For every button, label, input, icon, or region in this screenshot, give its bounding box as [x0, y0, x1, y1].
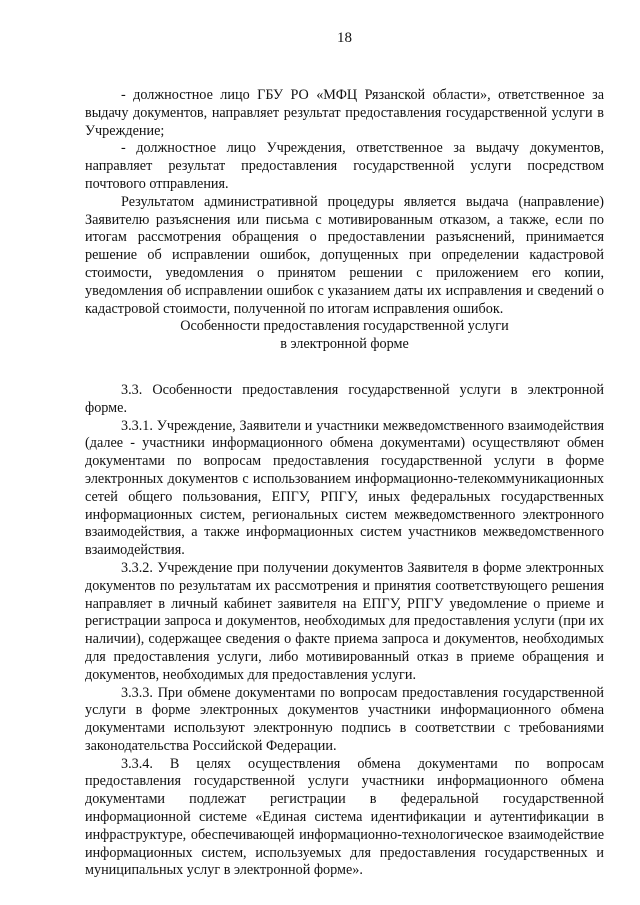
paragraph-institution-official: - должностное лицо Учреждения, ответственное за выдачу документов, направляет результат предоставления государственной услуги посредством почтового отправления.: [85, 140, 604, 192]
document-page: [85, 30, 604, 880]
section-heading-line-1: Особенности предоставления государственной услуги: [180, 318, 509, 335]
paragraph-3-3-3: 3.3.3. При обмене документами по вопросам предоставления государственной услуги в форме электронных документов участники информационного обмена документами используют электронную подпись в соответствии с требованиями законодательства Российской Федерации.: [85, 684, 604, 754]
paragraph-mfc-official: - должностное лицо ГБУ РО «МФЦ Рязанской области», ответственное за выдачу документов, направляет результат предоставления государственной услуги в Учреждение;: [85, 87, 604, 139]
paragraph-procedure-result: Результатом административной процедуры является выдача (направление) Заявителю разъяснения или письма с мотивированным отказом, а также, если по итогам рассмотрения обращения о предоставлении разъяснений, принимается решение об исправлении ошибок, допущенных при определении кадастровой стоимости, уведомления о принятом решении с приложением его копии, уведомления об исправлении ошибок с указанием даты их исправления и сведений о кадастровой стоимости, полученной по итогам исправления ошибок.: [85, 193, 604, 317]
paragraph-3-3-4: 3.3.4. В целях осуществления обмена документами по вопросам предоставления государственной услуги участники информационного обмена документами подлежат регистрации в федеральной государственной информационной системе «Единая система идентификации и аутентификации в инфраструктуре, обеспечивающей информационно-технологическое взаимодействие информационных систем, используемых для предоставления государственных и муниципальных услуг в электронной форме».: [85, 755, 604, 879]
paragraph-3-3-1: 3.3.1. Учреждение, Заявители и участники межведомственного взаимодействия (далее - участники информационного обмена документами) осуществляют обмен документами по вопросам предоставления государственной услуги в форме электронных документов с использованием информационно-телекоммуникационных сетей общего пользования, ЕПГУ, РПГУ, иных федеральных государственных информационных систем, региональных систем межведомственного электронного взаимодействия, а также информационных систем участников межведомственного взаимодействия.: [85, 417, 604, 559]
page-number: 18: [337, 30, 352, 46]
section-heading: [85, 318, 604, 354]
section-heading-line-2: в электронной форме: [280, 336, 409, 353]
paragraph-3-3: 3.3. Особенности предоставления государственной услуги в электронной форме.: [85, 381, 604, 416]
paragraph-3-3-2: 3.3.2. Учреждение при получении документов Заявителя в форме электронных документов по результатам их рассмотрения и принятия соответствующего решения направляет в личный кабинет заявителя на ЕПГУ, РПГУ уведомление о приеме и регистрации запроса и документов, необходимых для предоставления услуги (при их наличии), содержащее сведения о факте приема запроса и документов, необходимых для предоставления услуги, либо мотивированный отказ в приеме обращения и документов, необходимых для предоставления услуги.: [85, 559, 604, 683]
